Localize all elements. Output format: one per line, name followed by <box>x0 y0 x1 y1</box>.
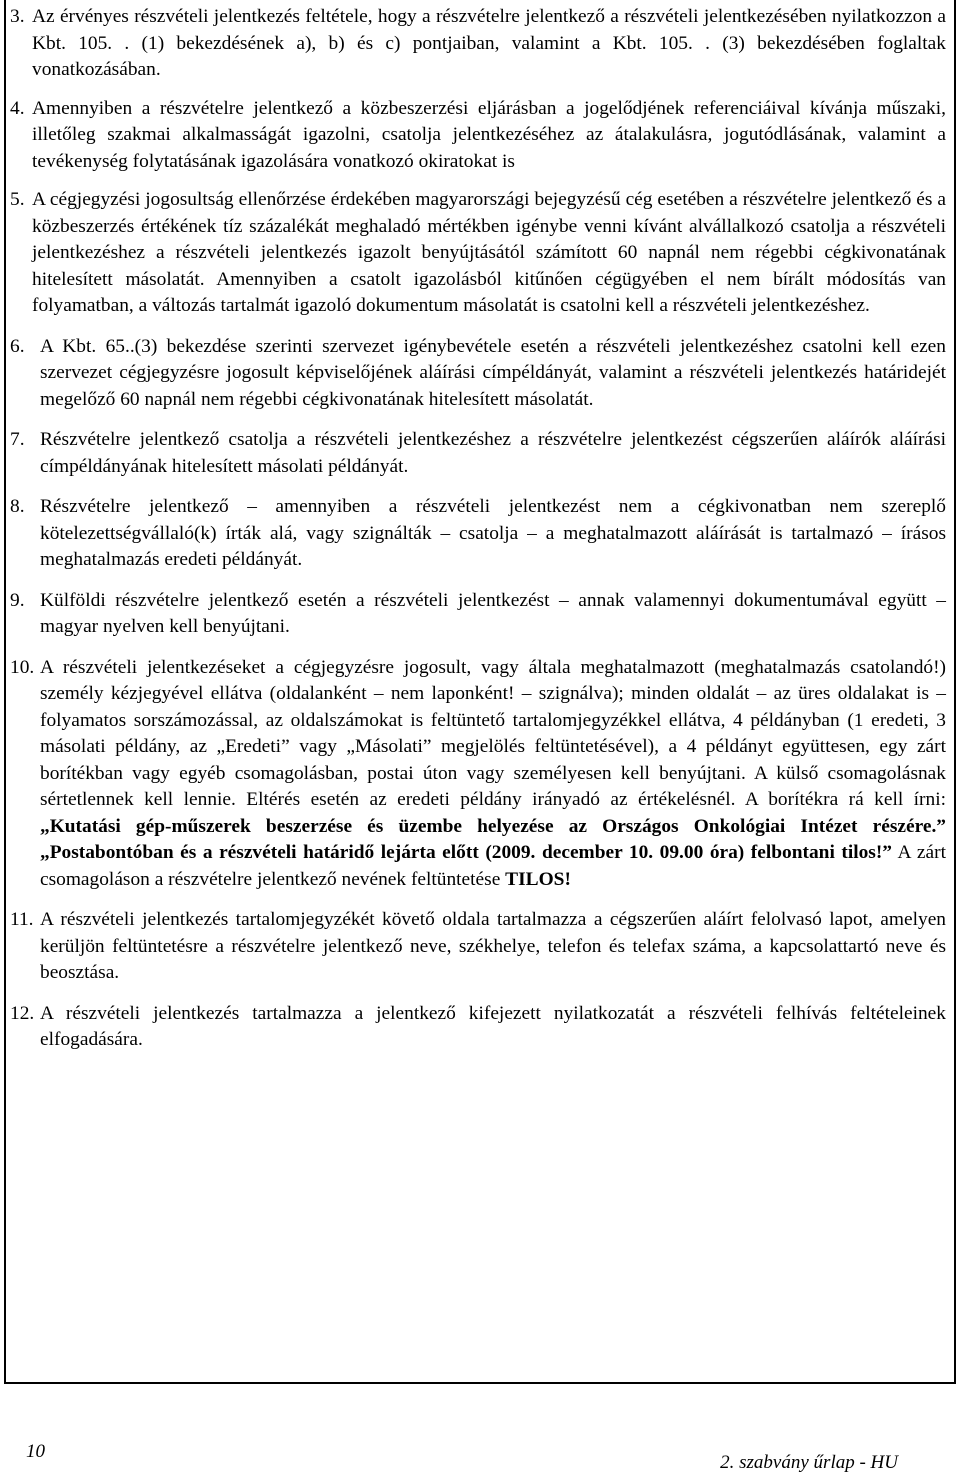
item-text: A részvételi jelentkezéseket a cégjegyzésre jogosult, vagy általa meghatalmazott (meghatalmazás csatolandó!) személy kézjegyével ellátva (oldalanként – nem laponként! – szignálva); minden oldalát – az üres oldalakat is – folyamatos sorszámozással, az oldalszámokat is feltüntető tartalomjegyzékkel ellátva, 4 példányban (1 eredeti, 3 másolati példány, az „Eredeti” vagy „Másolati” megjelölés feltüntetésével), a 4 példányt együttesen, egy zárt borítékban vagy egyéb csomagolásban, postai úton vagy személyesen kell benyújtani. A külső csomagolásnak sértetlennek kell lennie. Eltérés esetén az eredeti példány irányadó az értékelésnél. A borítékra rá kell írni: <box>40 656 946 810</box>
item-number: 12. <box>10 1002 35 1024</box>
item-text: Részvételre jelentkező – amennyiben a részvételi jelentkezést nem a cégkivonatban nem szereplő kötelezettségvállaló(k) írták alá, vagy szignálták – csatolja – a meghatalmazott aláírását is tartalmazó – írásos meghatalmazás eredeti példányát. <box>40 496 946 570</box>
item-text: Amennyiben a részvételre jelentkező a közbeszerzési eljárásban a jogelődjének referenciáival kívánja műszaki, illetőleg szakmai alkalmasságát igazolni, csatolja jelentkezéséhez az átalakulásra, jogutódlásának, valamint a tevékenység folytatásának igazolására vonatkozó okiratokat is <box>32 97 946 172</box>
list-item <box>10 187 946 320</box>
item-text: Az érvényes részvételi jelentkezés feltétele, hogy a részvételre jelentkező a részvételi jelentkezésében nyilatkozzon a Kbt. 105. . (1) bekezdésének a), b) és c) pontjaiban, valamint a Kbt. 105. . (3) bekezdésében foglaltak vonatkozásában. <box>32 6 946 80</box>
conditions-list <box>10 4 946 1054</box>
prohibited-label: TILOS! <box>505 868 571 890</box>
list-item <box>10 4 946 84</box>
item-text: A részvételi jelentkezés tartalmazza a jelentkező kifejezett nyilatkozatát a részvételi felhívás feltételeinek elfogadására. <box>40 1002 946 1050</box>
item-text: Részvételre jelentkező csatolja a részvételi jelentkezéshez a részvételre jelentkezést cégszerűen aláírók aláírási címpéldányának hitelesített másolati példányát. <box>40 429 946 477</box>
list-item <box>10 1001 946 1054</box>
item-number: 8. <box>10 496 25 517</box>
item-number: 4. <box>10 97 25 119</box>
form-title: 2. szabvány űrlap - HU <box>720 1452 898 1473</box>
item-number: 10. <box>10 656 35 678</box>
list-item <box>10 334 946 414</box>
item-number: 11. <box>10 909 34 930</box>
page-number: 10 <box>26 1441 45 1462</box>
item-number: 7. <box>10 429 25 450</box>
list-item <box>10 427 946 480</box>
item-text: A részvételi jelentkezés tartalomjegyzékét követő oldala tartalmazza a cégszerűen aláírt felolvasó lapot, amelyen kerüljön feltüntetésre a részvételre jelentkező neve, székhelye, telefon és telefax száma, a kapcsolattartó neve és beosztása. <box>40 909 946 983</box>
item-text: A cégjegyzési jogosultság ellenőrzése érdekében magyarországi bejegyzésű cég esetében a részvételre jelentkező és a közbeszerzés értékének tíz százalékát meghaladó mértékben igénybe venni kívánt alvállalkozó csatolja a részvételi jelentkezéshez a részvételi jelentkezés igazolt benyújtásától számított 60 napnál nem régebbi cégkivonatának hitelesített másolatát. Amennyiben a csatolt igazolásból kitűnően cégügyében el nem bírált módosítás van folyamatban, a változás tartalmát igazoló dokumentum másolatát is csatolni kell a részvételi jelentkezéshez. <box>32 189 946 316</box>
list-item <box>10 494 946 574</box>
item-number: 3. <box>10 6 25 27</box>
item-text: Külföldi részvételre jelentkező esetén a részvételi jelentkezést – annak valamennyi dokumentumával együtt – magyar nyelven kell benyújtani. <box>40 589 946 637</box>
item-number: 5. <box>10 189 25 210</box>
item-number: 9. <box>10 589 25 611</box>
item-number: 6. <box>10 335 25 357</box>
list-item <box>10 96 946 176</box>
list-item <box>10 655 946 894</box>
item-text: A zárt csomagoláson a részvételre jelentkező nevének feltüntetése <box>40 842 946 890</box>
envelope-label: „Kutatási gép-műszerek beszerzése és üzembe helyezése az Országos Onkológiai Intézet részére.” „Postabontóban és a részvételi határidő lejárta előtt (2009. december 10. 09.00 óra) felbontani tilos!” <box>40 815 946 863</box>
item-text: A Kbt. 65..(3) bekezdése szerinti szervezet igénybevétele esetén a részvételi jelentkezéshez csatolni kell ezen szervezet cégjegyzésre jogosult képviselőjének aláírási címpéldányát, valamint a részvételi jelentkezés határidejét megelőző 60 napnál nem régebbi cégkivonatának hitelesített másolatát. <box>40 335 946 410</box>
list-item <box>10 588 946 641</box>
list-item <box>10 907 946 987</box>
